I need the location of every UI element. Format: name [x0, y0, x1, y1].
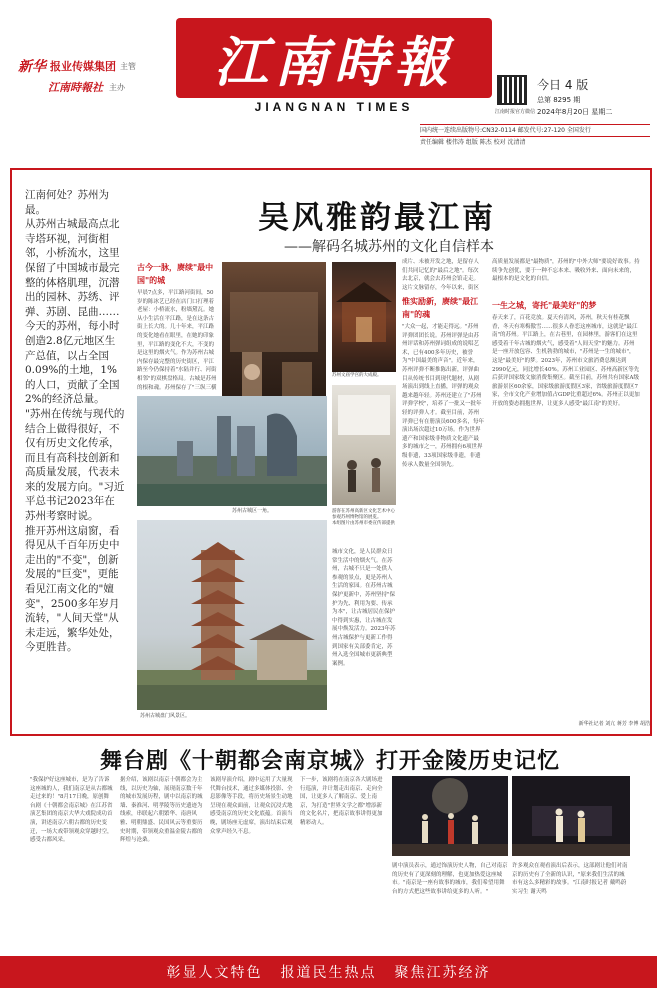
- article-column: [392, 862, 508, 952]
- lead-paragraph: 江南何处？苏州为最。: [25, 189, 109, 216]
- lead-paragraph: 今天的苏州，每小时创造2.8亿元地区生产总值，以占全国0.09%的土地，1%的人口，贡献了全国2%的经济总量。: [25, 320, 120, 406]
- photo-caption: 游客在苏州高新区文化艺术中心参观苏州博物馆的展览。: [332, 509, 395, 520]
- photo-caption: 苏州古城盘门风景区。: [140, 713, 191, 719]
- article-column: [300, 776, 384, 952]
- feature-column: [332, 548, 396, 730]
- feature-column: [402, 292, 484, 730]
- column-text: 高质量发展都是"最物质"，苏州的"中外大师"要说好故事。持续争先创优，要于一种不忘本来、吸收外来、面向未来的，最根本的是文化的自信。: [492, 259, 640, 283]
- group-name: 报业传媒集团: [50, 60, 116, 73]
- issue-info: [537, 76, 647, 117]
- stage-photo: [392, 776, 508, 856]
- column-text: 剧中演员表示，通过饰演历史人物，自己对南京的历史有了更深刻的理解，也更加热爱这座城市。"南京是一座有故事的城市，我们希望用舞台的方式把这些故事讲给更多的人听。": [392, 863, 508, 895]
- sponsor-tag: 主办: [109, 82, 125, 92]
- footer-slogan: 聚焦江苏经济: [394, 965, 491, 981]
- article-column: [210, 776, 294, 952]
- qr-label: 江南时报官方微信: [494, 109, 535, 115]
- masthead: [0, 0, 657, 152]
- footer-banner: [0, 956, 657, 988]
- column-text: 春天来了，百花竞放。夏天有清风，苏州，秋天有桂花飘香，冬天有寒梅傲雪……很多人眷恋这座城市，这就是"最江南"的苏州。平江路上，在古巷里，在园林里，游客们在这里感受着千年古城的烟火气，感受着"人间天堂"的魅力。苏州是一座开放包容、生机勃勃的城市，"苏州是一生的城市"，这是"最美好"的梦。2023年，苏州市文旅消费总额达到2990亿元，同比增长40%。苏州工业园区、苏州高新区等先后获评国家级文旅消费集聚区。截至目前，苏州共有国家A级旅游景区60余家，国家级旅游度假区3家，省级旅游度假区7家，全市文化产业增加值占GDP比重超过6%。苏州正以更加开放的姿态拥抱世界，让更多人感受"最江南"的美好。: [492, 315, 640, 407]
- photo-caption: 苏州古城区一角。: [232, 508, 273, 514]
- feature-column: [492, 296, 640, 718]
- section-heading: 古今一脉，赓续"最中国"的城: [137, 262, 214, 285]
- article-column: [30, 776, 114, 952]
- lead-paragraph: 从苏州古城最高点北寺塔环视，河街相邻，小桥流水，这里保留了中国城市最完整的体格肌理，沉潜出的园林、苏绣、评弹、苏剧、昆曲……: [25, 218, 120, 318]
- footer-slogan: 报道民生热点: [280, 965, 377, 981]
- qr-code-icon: [497, 75, 527, 105]
- group-suffix: 主管: [120, 61, 136, 71]
- article-column: [512, 862, 630, 952]
- feature-subtitle: ——解码名城苏州的文化自信样本: [284, 239, 494, 255]
- section-heading: 惟实励新，赓续"最江南"的魂: [402, 296, 479, 319]
- pub-line-2: 责任编辑 楼伟涛 组版 陈杰 校对 沈清清: [420, 136, 650, 148]
- column-text: 早晨7点多，平江路河街间，50岁的陈冰艺已经在店门口打理着老屋：小桥流水，粉墙黛瓦。她从小生活在平江路，是在这条古街上长大的。几十年来，平江路的变化她看在眼里，在她的印象里，平江路的变化不大，不变的是这里的烟火气。作为苏州古城内保存最完整的历史街区，平江路至今仍保持着"水陆并行、河街相邻"的双棋盘格局。古城是苏州的根和魂。苏州保存了"三纵三横: [137, 290, 217, 391]
- column-text: 下一步，该剧将在南京各大剧场进行巡演，并计划走出南京、走向全国，让更多人了解南京、爱上南京，为打造"世界文学之都"增添新的文化名片，把南京故事讲得更加精彩动人。: [300, 777, 383, 826]
- group-logo: 新华: [18, 59, 46, 75]
- city-skyline-photo: [137, 396, 327, 506]
- feature-column: [137, 258, 217, 392]
- stage-photo: [512, 776, 630, 856]
- feature-column: [402, 258, 484, 292]
- section-heading: 一生之城，寄托"最美好"的梦: [492, 300, 597, 310]
- issue-pages: 今日 4 版: [537, 78, 589, 92]
- article-headline: 舞台剧《十朝都会南京城》打开金陵历史记忆: [99, 748, 560, 774]
- column-text: 城市文化，是人民群众日常生活中的烟火气。在苏州，古城不只是一处供人参观的景点，更是苏州人生活的家园。在苏州古城保护更新中，苏州坚持"保护为先、利用为要、传承为本"，让古城居民在保护中得到实惠，让古城在发展中焕发活力。2023年苏州古城保护与更新工作得到国家有关部委肯定，苏州入选全国城市更新典型案例。: [332, 549, 396, 667]
- column-text: 许多观众在观看演出后表示，这部剧让他们对南京的历史有了全新的认识，"原来我们生活的城市有这么多精彩的故事。"江南时报记者 戴鸣蔚 实习生 谢天鸣: [512, 863, 628, 895]
- photo-caption: 苏州文庙学宫的大成殿。: [332, 373, 382, 378]
- feature-title: 吴风雅韵最江南: [258, 200, 496, 236]
- column-text: 该剧导演介绍，剧中运用了大量现代舞台技术，通过多媒体投影、全息影像等手段，将历史场景生动地呈现在观众面前，让观众沉浸式地感受南京的历史文化底蕴。首演当晚，剧场座无虚席，演出结束后观众掌声经久不息。: [210, 777, 293, 835]
- publication-info: [420, 124, 650, 148]
- photo-credit: 本组图片由苏州市委宣传部提供: [332, 521, 395, 526]
- temple-photo: [332, 262, 396, 372]
- pagoda-photo: [137, 520, 327, 710]
- column-text: 据介绍，该剧以南京十朝都会为主线，以历史为轴，展现南京数千年的城市发展历程，剧中以南京的城墙、秦淮河、明孝陵等历史遗迹为线索，串联起六朝繁华、南唐风雅、明朝鼎盛、民国风云等重要历史时期，带领观众重温金陵古都的辉煌与沧桑。: [120, 777, 203, 844]
- feature-lead: [25, 188, 125, 655]
- issue-date: 2024年8月20日 星期二: [537, 108, 613, 116]
- column-text: 成片、未被开发之地，是留存人们共同记忆的"最后之地"。每次去北京，就会去苏州会馆走走。这片文脉留存，今年以来，街区: [402, 259, 480, 291]
- lead-paragraph: 推开苏州这扇窗，看得见从千百年历史中走出的"不变"，创新发展的"巨变"，更能看见江南文化的"嬗变"，2500多年岁月流转，"人间天堂"从未走远，繁华处处，今更胜昔。: [25, 524, 120, 654]
- column-text: "我保护好这座城市，是为了告诉这座城的人，我们南京是从古都城走过来的！"8月17日晚，原创舞台剧《十朝都会南京城》在江苏省演艺集团的南京大华大戏院成功首演，讲述南京六朝古都的历史变迁，一场大戏带领观众穿越时空，感受古都风采。: [30, 777, 113, 844]
- pub-line-1: 国内统一连续出版物号:CN32-0114 邮发代号:27-120 全国发行: [420, 124, 650, 136]
- newspaper-title-en: JIANGNAN TIMES: [254, 100, 414, 114]
- feature-column: [492, 258, 640, 296]
- sponsor-name: 江南時報社: [48, 81, 103, 94]
- publisher-group: [18, 56, 178, 95]
- credits: 新华社记者 刘亢 蒋芳 李博 胡浩: [578, 721, 650, 727]
- newspaper-title: 江南時報: [214, 29, 454, 94]
- footer-slogan: 彰显人文特色: [166, 965, 263, 981]
- exhibition-photo: [332, 385, 396, 505]
- issue-number: 总第 8295 期: [537, 96, 581, 104]
- newspaper-title-box: [176, 18, 492, 98]
- lead-paragraph: "苏州在传统与现代的结合上做得很好，不仅有历史文化传承，而且有高科技创新和高质量发展，代表未来的发展方向。"习近平总书记2023年在苏州考察时说。: [25, 407, 125, 523]
- article-column: [120, 776, 204, 952]
- column-text: "大众一起，才能走得远。"苏州评弹团团长说。苏州评弹是由苏州评话和苏州弹词组成的说唱艺术，已有400多年历史，被誉为"中国最美的声音"。近年来，苏州评弹不断推陈出新，评弹曲目从传统书目到现代题材，从剧场演出到线上直播，评弹的观众越来越年轻。苏州还建立了"苏州评弹学校"，培养了一批又一批年轻的评弹人才。截至目前，苏州评弹已有在册演员600多名，每年演出场次超过10万场。作为世界遗产和国家级非物质文化遗产最多的城市之一，苏州拥有6项世界级非遗，33项国家级非遗，非遗传承人数量全国领先。: [402, 324, 484, 468]
